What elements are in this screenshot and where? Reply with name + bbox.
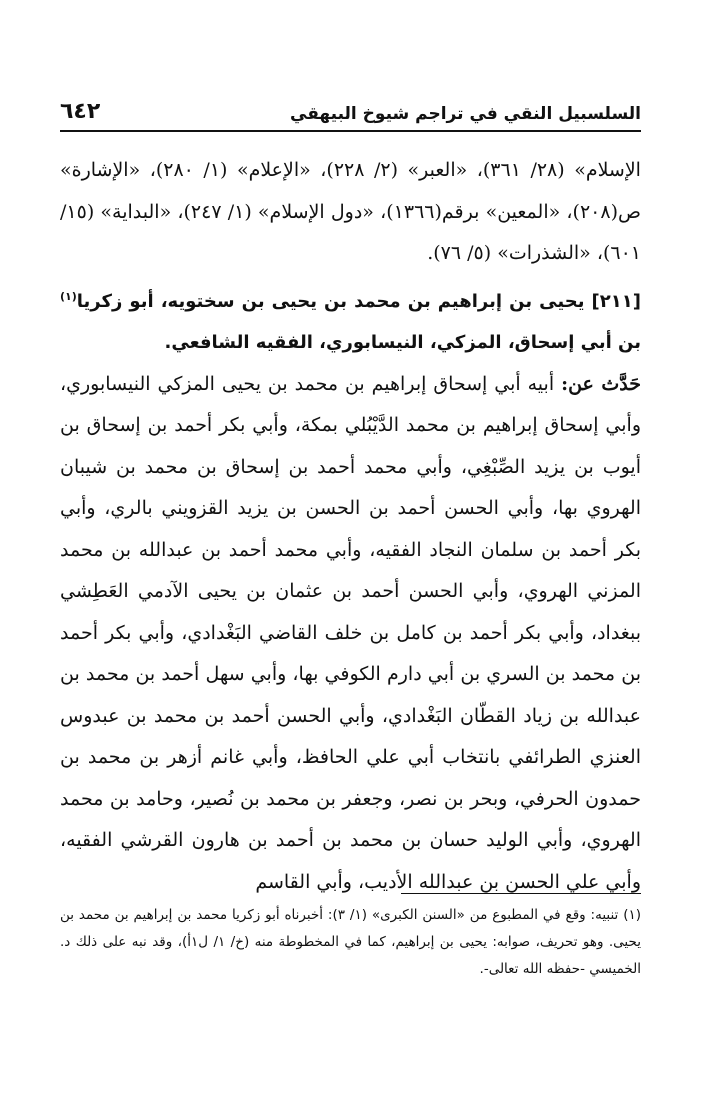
footnotes [60,902,641,983]
main-text [60,150,641,903]
narrated-label: حَدَّث عن: [561,372,641,395]
entry-name: يحيى بن إبراهيم بن محمد بن يحيى بن سختويه، أبو زكريا [76,290,585,312]
references-paragraph: الإسلام» (٢٨/ ٣٦١)، «العبر» (٢/ ٢٢٨)، «الإعلام» (١/ ٢٨٠)، «الإشارة» ص(٢٠٨)، «المعين» برقم(١٣٦٦)، «دول الإسلام» (١/ ٢٤٧)، «البداية» (١٥/ ٦٠١)، «الشذرات» (٥/ ٧٦). [60,159,641,264]
footnote-1: (١) تنبيه: وقع في المطبوع من «السنن الكبرى» (١/ ٣): أخبرناه أبو زكريا محمد بن إبراهيم بن محمد بن يحيى. وهو تحريف، صوابه: يحيى بن إبراهيم، كما في المخطوطة منه (خ/ ١/ ل١أ)، وقد نبه على ذلك د. الخميسي -حفظه الله تعالى-. [60,907,642,977]
footnote-divider [401,893,641,894]
entry-number: [٢١١] [591,290,641,312]
entry-heading [60,281,641,364]
narrated-paragraph [60,364,641,904]
entry-name-continued: بن أبي إسحاق، المزكي، النيسابوري، الفقيه الشافعي. [164,332,641,353]
page-header [60,86,641,132]
running-title: السلسبيل النقي في تراجم شيوخ البيهقي [290,104,641,124]
narrated-text: أبيه أبي إسحاق إبراهيم بن محمد بن يحيى المزكي النيسابوري، وأبي إسحاق إبراهيم بن محمد الدَّيْبُلي بمكة، وأبي بكر أحمد بن إسحاق بن أيوب بن يزيد الصِّبْغِي، وأبي محمد أحمد بن إسحاق بن محمد بن شيبان الهروي بها، وأبي الحسن أحمد بن الحسن بن يزيد القزويني بالري، وأبي بكر أحمد بن سلمان النجاد الفقيه، وأبي محمد أحمد بن عبدالله بن محمد المزني الهروي، وأبي الحسن أحمد بن عثمان بن يحيى الآدمي العَطِشي ببغداد، وأبي بكر أحمد بن كامل بن خلف القاضي البَغْدادي، وأبي بكر أحمد بن محمد بن السري بن أبي دارم الكوفي بها، وأبي سهل أحمد بن محمد بن عبدالله بن زياد القطّان البَغْدادي، وأبي الحسن أحمد بن محمد بن عبدوس العنزي الطرائفي بانتخاب أبي علي الحافظ، وأبي غانم أزهر بن محمد بن حمدون الحرفي، وبحر بن نصر، وجعفر بن محمد بن نُصير، وحامد بن محمد الهروي، وأبي الوليد حسان بن محمد بن أحمد بن هارون القرشي الفقيه، وأبي علي الحسن بن عبدالله الأديب، وأبي القاسم [60,372,641,893]
footnote-reference: (١) [60,289,77,303]
page-number: ٦٤٢ [60,99,101,124]
